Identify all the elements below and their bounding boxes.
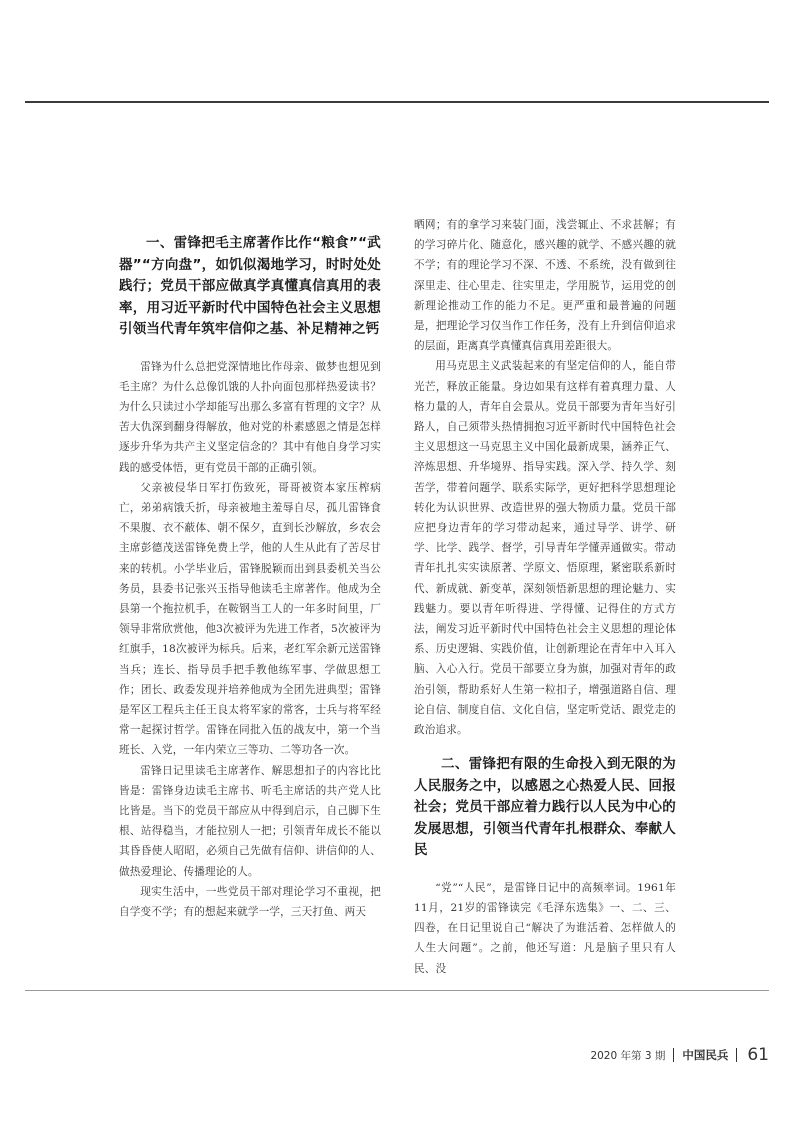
paragraph: 雷锋日记里读毛主席著作、解思想扣子的内容比比皆是：雷锋身边读毛主席书、听毛主席话的共产党人比比皆是。当下的党员干部应从中得到启示，自己脚下生根、站得稳当，才能拉别人一把；引领青年成长不能以其昏昏使人昭昭，必须自己先做有信仰、讲信仰的人、做热爱理论、传播理论的人。 xyxy=(119,764,381,878)
section-heading-2: 二、雷锋把有限的生命投入到无限的为人民服务之中，以感恩之心热爱人民、回报社会；党员干部应着力践行以人民为中心的发展思想，引领当代青年扎根群众、奉献人民 xyxy=(414,756,676,859)
page-number: 61 xyxy=(747,1045,769,1065)
footer-divider xyxy=(673,1048,674,1062)
magazine-name: 中国民兵 xyxy=(682,1048,729,1062)
paragraph: 雷锋为什么总把党深情地比作母亲、做梦也想见到毛主席？为什么总像饥饿的人扑向面包那样热爱读书？为什么只读过小学却能写出那么多富有哲理的文字？从苦大仇深到翻身得解放，他对党的朴素感恩之情是怎样逐步升华为共产主义坚定信念的？其中有他自身学习实践的感受体悟，更有党员干部的正确引领。 xyxy=(119,360,381,474)
page-footer xyxy=(590,1044,769,1066)
paragraph: 父亲被侵华日军打伤致死，哥哥被资本家压榨病亡，弟弟病饿夭折，母亲被地主羞辱自尽，孤儿雷锋食不果腹、衣不蔽体、朝不保夕，直到长沙解放，乡农会主席彭德茂送雷锋免费上学，他的人生从此有了苦尽甘来的转机。小学毕业后，雷锋脱颖而出到县委机关当公务员，县委书记张兴玉指导他读毛主席著作。他成为全县第一个拖拉机手，在鞍钢当工人的一年多时间里，厂领导非常欣赏他，他3次被评为先进工作者，5次被评为红旗手，18次被评为标兵。后来，老红军余新元送雷锋当兵；连长、指导员手把手教他练军事、学做思想工作；团长、政委发现并培养他成为全团先进典型；雷锋是军区工程兵主任王良太将军家的常客，士兵与将军经常一起探讨哲学。雷锋在同批入伍的战友中，第一个当班长、入党，一年内荣立三等功、二等功各一次。 xyxy=(119,481,381,757)
article-column-left xyxy=(119,233,381,922)
paragraph: 现实生活中，一些党员干部对理论学习不重视，把自学变不学；有的想起来就学一学，三天打鱼、两天 xyxy=(119,885,381,918)
bottom-rule xyxy=(25,990,769,991)
paragraph: 用马克思主义武装起来的有坚定信仰的人，能自带光芒，释放正能量。身边如果有这样有着真理力量、人格力量的人，青年自会景从。党员干部要为青年当好引路人，自己须带头热情拥抱习近平新时代中国特色社会主义思想这一马克思主义中国化最新成果，涵养正气、淬炼思想、升华境界、指导实践。深入学、持久学、刻苦学，带着问题学、联系实际学，更好把科学思想理论转化为认识世界、改造世界的强大物质力量。党员干部应把身边青年的学习带动起来，通过导学、讲学、研学、比学、践学、督学，引导青年学懂弄通做实。带动青年扎扎实实读原著、学原文、悟原理，紧密联系新时代、新成就、新变革，深刻领悟新思想的理论魅力、实践魅力。要以青年听得进、学得懂、记得住的方式方法，阐发习近平新时代中国特色社会主义思想的理论体系、历史逻辑、实践价值，让创新理论在青年中入耳入脑、入心入行。党员干部要立身为旗，加强对青年的政治引领，帮助系好人生第一粒扣子，增强道路自信、理论自信、制度自信、文化自信，坚定听党话、跟党走的政治追求。 xyxy=(414,360,676,737)
issue-label: 2020 年第 3 期 xyxy=(590,1049,666,1062)
top-rule xyxy=(25,101,769,103)
paragraph: “党”“人民”，是雷锋日记中的高频率词。1961年11月，21岁的雷锋读完《毛泽东选集》一、二、三、四卷，在日记里说自己“解决了为谁活着、怎样做人的人生大问题”。之前，他还写道：凡是脑子里只有人民、没 xyxy=(414,881,676,975)
article-column-right xyxy=(414,215,676,979)
footer-divider xyxy=(736,1048,737,1062)
paragraph: 晒网；有的拿学习来装门面，浅尝辄止、不求甚解；有的学习碎片化、随意化，感兴趣的就学、不感兴趣的就不学；有的理论学习不深、不透、不系统，没有做到往深里走、往心里走、往实里走，学用脱节，运用党的创新理论推动工作的能力不足。更严重和最普遍的问题是，把理论学习仅当作工作任务，没有上升到信仰追求的层面，距离真学真懂真信真用差距很大。 xyxy=(414,219,676,353)
section-heading-1: 一、雷锋把毛主席著作比作“粮食”“武器”“方向盘”，如饥似渴地学习，时时处处践行；党员干部应做真学真懂真信真用的表率，用习近平新时代中国特色社会主义思想引领当代青年筑牢信仰之基、补足精神之钙 xyxy=(119,235,381,337)
